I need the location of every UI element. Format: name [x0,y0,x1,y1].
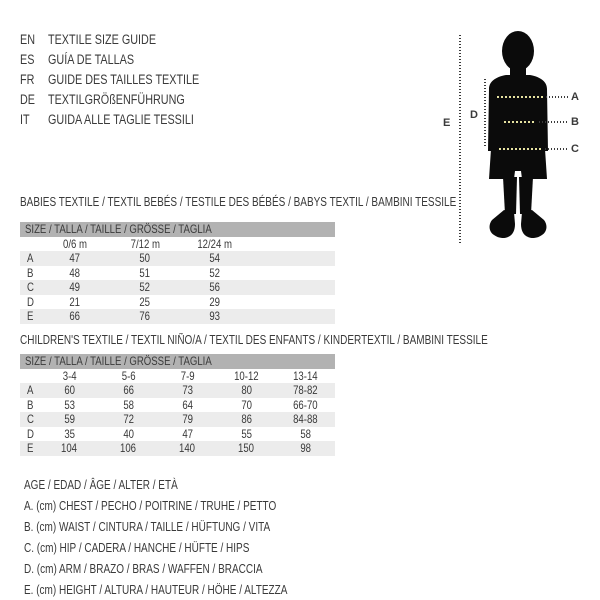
cell-value: 54 [209,251,221,265]
cell-value: 21 [69,294,81,309]
table-row [20,427,335,442]
cell-value: 78-82 [293,383,318,397]
row-label: C [27,280,34,294]
table-row [20,295,335,310]
legend-line-waist: B. (cm) WAIST / CINTURA / TAILLE / HÜFTUNG / VITA [24,520,271,534]
hip-leader-line [545,148,568,150]
chest-label: A [571,91,579,103]
language-row [20,70,237,90]
waist-measure-line [504,121,536,123]
cell-value: 25 [139,294,151,309]
cell-value: 53 [64,397,75,412]
cell-value: 35 [64,426,75,441]
row-label: C [27,412,34,426]
cell-value: 59 [64,412,75,426]
cell-value: 47 [182,426,193,441]
cell-value: 47 [69,251,81,265]
table-row [20,309,335,324]
cell-value: 84-88 [293,412,318,426]
cell-value: 150 [238,441,255,455]
babies-size-table [20,222,335,324]
legend-line-chest: A. (cm) CHEST / PECHO / POITRINE / TRUHE / PETTO [24,499,277,513]
cell-value: 106 [120,441,137,455]
cell-value: 73 [182,383,193,397]
cell-value: 66 [69,309,81,323]
cell-value: 52 [139,280,151,294]
language-code: FR [20,72,35,87]
legend-line-height: E. (cm) HEIGHT / ALTURA / HAUTEUR / HÖHE / ALTEZZA [24,583,288,597]
table-row [20,251,335,266]
language-title: TEXTILGRÖßENFÜHRUNG [48,92,185,107]
column-header: 12/24 m [197,237,233,251]
column-header: 5-6 [121,369,136,383]
column-header: 3-4 [62,369,77,383]
hip-label: C [571,143,579,155]
language-title: GUÍA DE TALLAS [48,52,135,67]
language-code: EN [20,32,36,47]
cell-value: 80 [241,383,252,397]
waist-leader-line [539,121,568,123]
table-row [20,398,335,413]
language-title-list [20,30,237,130]
language-code: DE [20,92,36,107]
language-row [20,30,237,50]
hip-measure-line [499,148,543,150]
cell-value: 79 [182,412,193,426]
cell-value: 56 [209,280,221,294]
table-header-bar: SIZE / TALLA / TAILLE / GRÖSSE / TAGLIA [20,354,335,369]
column-header: 7-9 [180,369,195,383]
legend-line-arm: D. (cm) ARM / BRAZO / BRAS / WAFFEN / BRACCIA [24,562,263,576]
arm-measure-line [484,79,486,148]
children-section-title: CHILDREN'S TEXTILE / TEXTIL NIÑO/A / TEXTIL DES ENFANTS / KINDERTEXTIL / BAMBINI TESSILE [20,333,488,347]
babies-section-title: BABIES TEXTILE / TEXTIL BEBÉS / TESTILE DES BÉBÉS / BABYS TEXTIL / BAMBINI TESSILE [20,195,457,209]
row-label: B [27,265,34,280]
cell-value: 104 [61,441,78,455]
children-size-table [20,354,335,456]
measurement-legend [24,475,353,600]
cell-value: 50 [139,251,151,265]
column-header: 7/12 m [130,237,160,251]
row-label: E [27,441,34,455]
cell-value: 60 [64,383,75,397]
language-title: GUIDE DES TAILLES TEXTILE [48,72,200,87]
chest-measure-line [497,96,544,98]
table-row [20,266,335,281]
table-column-headers [20,369,335,383]
row-label: E [27,309,34,323]
cell-value: 72 [123,412,134,426]
legend-line-hip: C. (cm) HIP / CADERA / HANCHE / HÜFTE / HIPS [24,541,250,555]
cell-value: 93 [209,309,221,323]
language-row [20,90,237,110]
row-label: D [27,426,34,441]
table-header-bar: SIZE / TALLA / TAILLE / GRÖSSE / TAGLIA [20,222,335,237]
chest-leader-line [546,96,568,98]
table-row [20,441,335,456]
cell-value: 40 [123,426,134,441]
table-row [20,383,335,398]
cell-value: 98 [300,441,311,455]
cell-value: 58 [123,397,134,412]
language-title: TEXTILE SIZE GUIDE [48,32,157,47]
height-measure-line [459,35,461,243]
waist-label: B [571,116,579,128]
legend-line-age: AGE / EDAD / ÂGE / ALTER / ETÀ [24,478,178,492]
cell-value: 140 [179,441,196,455]
column-header: 10-12 [234,369,259,383]
cell-value: 66 [123,383,134,397]
height-label: E [443,117,451,129]
column-header: 0/6 m [62,237,87,251]
language-row [20,50,237,70]
row-label: A [27,251,34,265]
row-label: D [27,294,34,309]
cell-value: 49 [69,280,81,294]
language-title: GUIDA ALLE TAGLIE TESSILI [48,112,194,127]
arm-label: D [470,109,478,121]
cell-value: 52 [209,265,221,280]
cell-value: 55 [241,426,252,441]
cell-value: 48 [69,265,81,280]
cell-value: 70 [241,397,252,412]
cell-value: 86 [241,412,252,426]
row-label: B [27,397,34,412]
column-header: 13-14 [293,369,318,383]
table-column-headers [20,237,335,251]
row-label: A [27,383,34,397]
language-row [20,110,237,130]
table-row [20,412,335,427]
cell-value: 51 [139,265,151,280]
table-row [20,280,335,295]
cell-value: 58 [300,426,311,441]
cell-value: 66-70 [293,397,318,412]
language-code: ES [20,52,35,67]
cell-value: 29 [209,294,221,309]
cell-value: 76 [139,309,151,323]
cell-value: 64 [182,397,193,412]
language-code: IT [20,112,30,127]
